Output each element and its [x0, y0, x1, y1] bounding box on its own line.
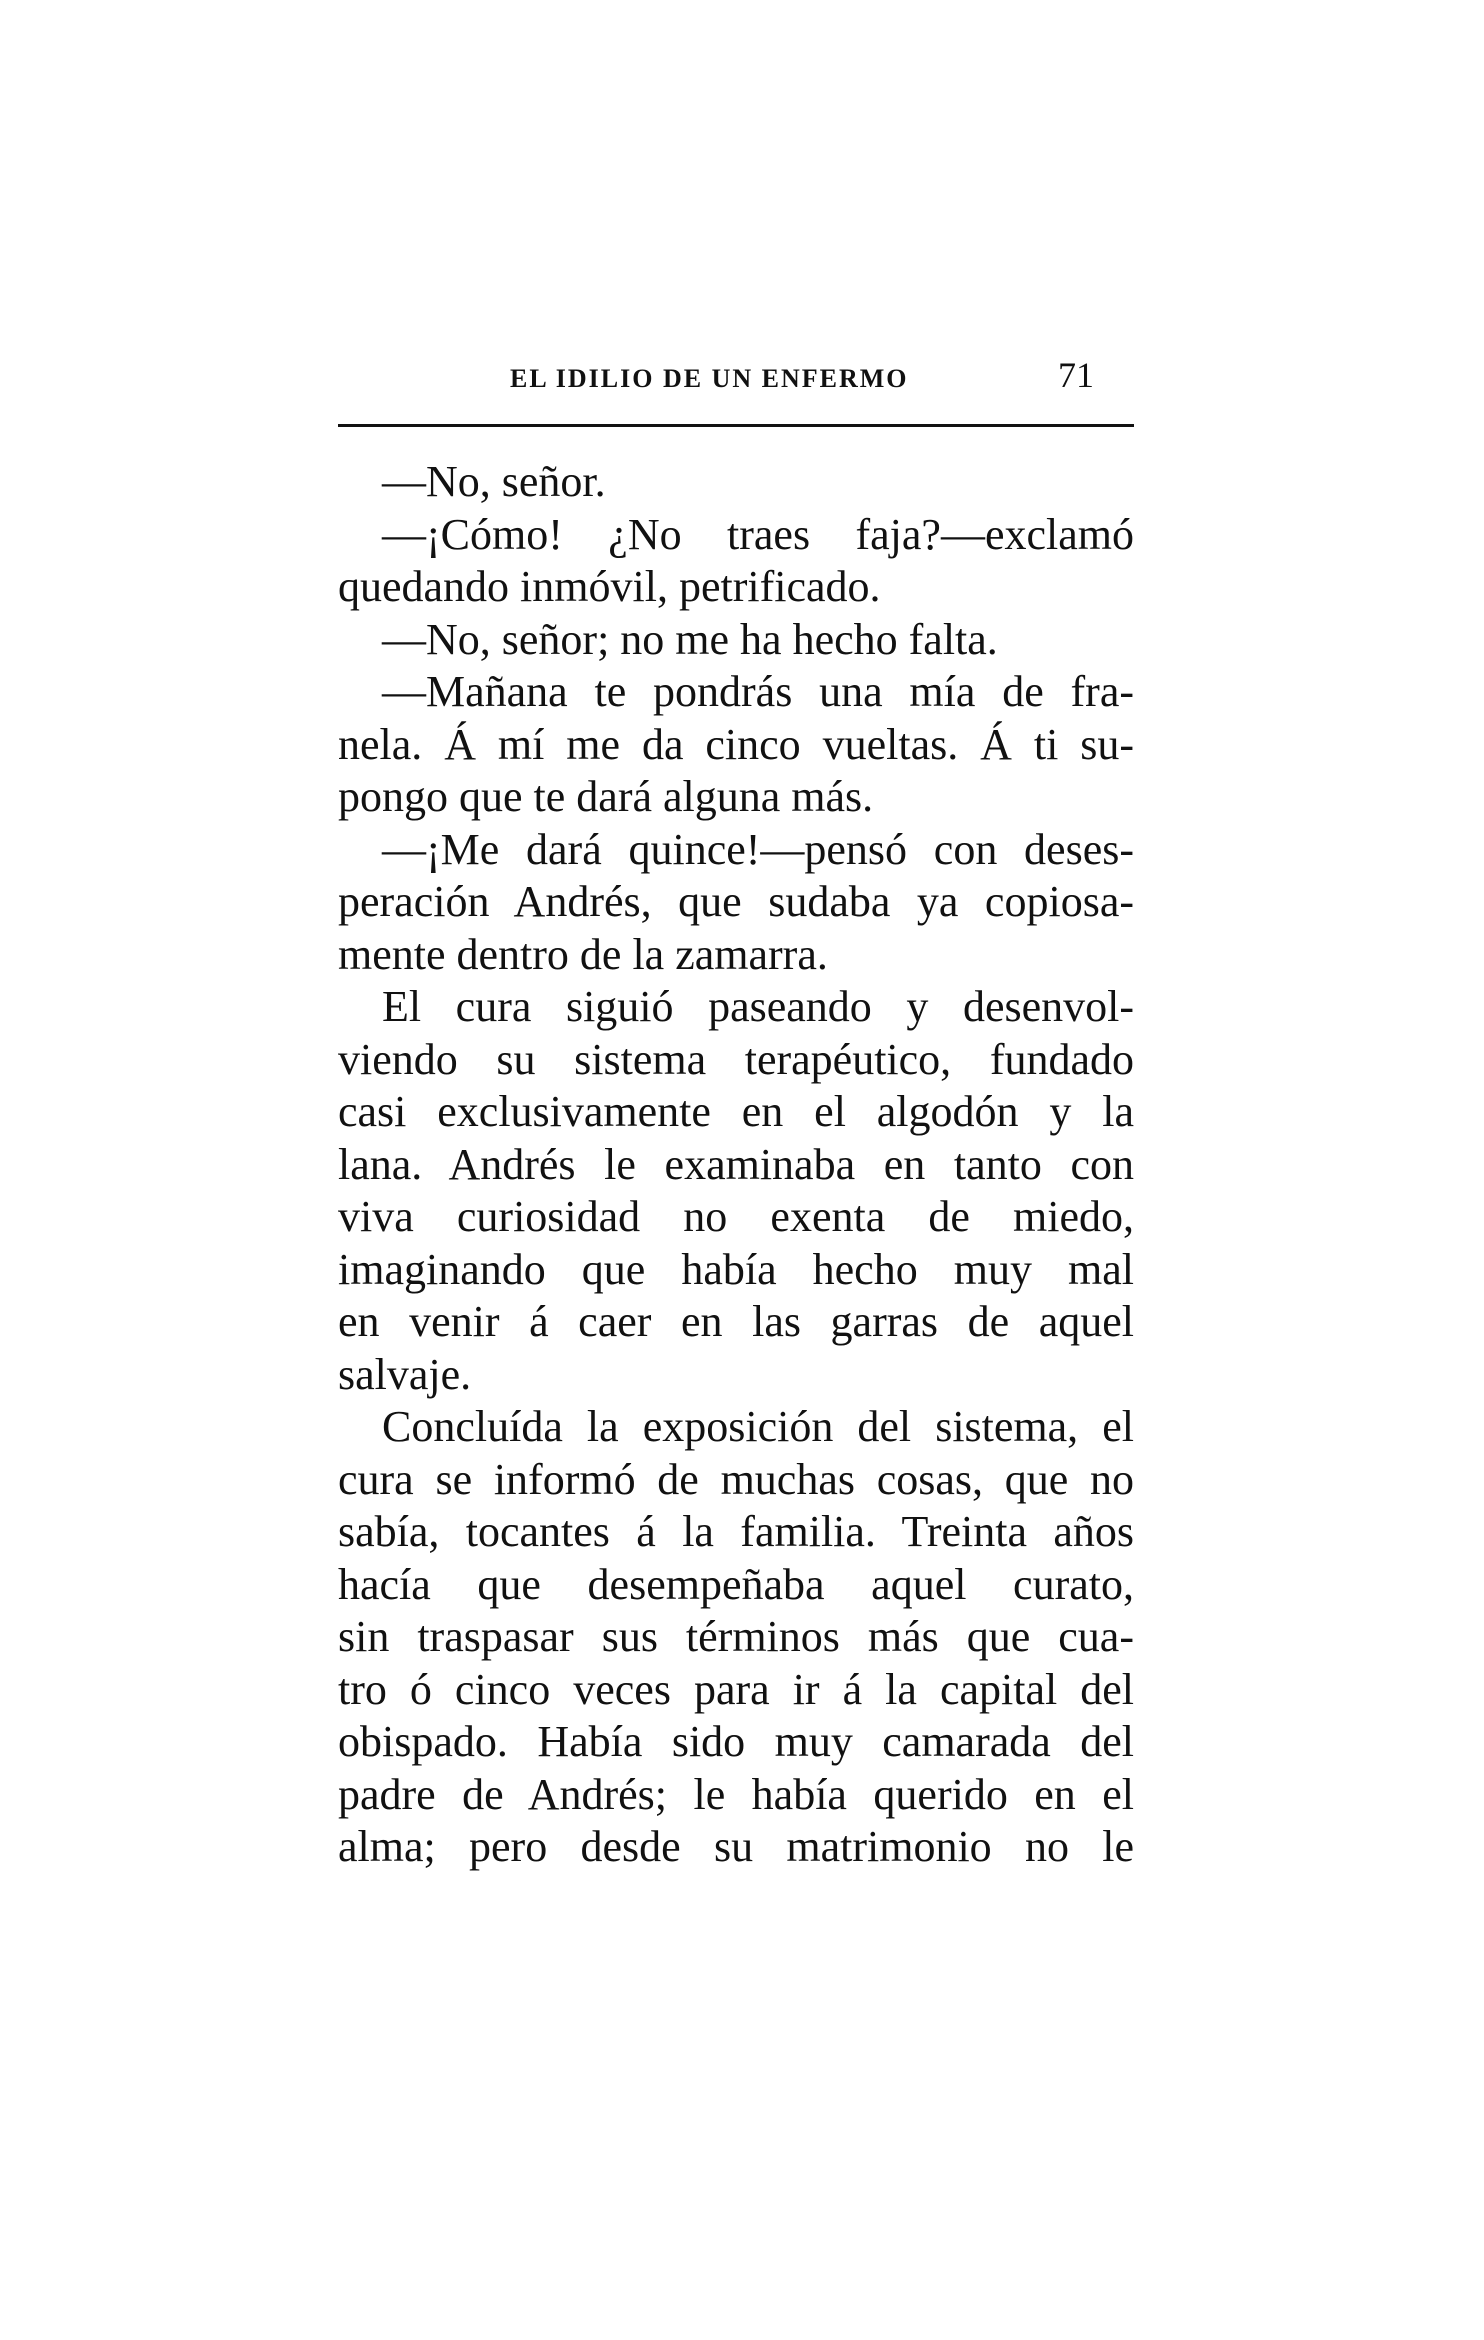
text-line: en venir á caer en las garras de aquel	[338, 1297, 1134, 1346]
text-line: El cura siguió paseando y desenvol-	[382, 982, 1134, 1031]
body-text	[338, 456, 1134, 1874]
text-line: —No, señor; no me ha hecho falta.	[382, 614, 998, 664]
header-rule	[338, 424, 1134, 427]
text-line: viva curiosidad no exenta de miedo,	[338, 1192, 1134, 1241]
text-line: Concluída la exposición del sistema, el	[382, 1402, 1134, 1451]
text-line: —¡Me dará quince!—pensó con deses-	[382, 824, 1134, 874]
text-line: mente dentro de la zamarra.	[338, 929, 828, 979]
page-number: 71	[1058, 355, 1094, 395]
running-head	[340, 352, 1130, 412]
text-line: —¡Cómo! ¿No traes faja?—exclamó	[382, 509, 1134, 559]
text-line: hacía que desempeñaba aquel curato,	[338, 1559, 1134, 1609]
text-line: casi exclusivamente en el algodón y la	[338, 1087, 1134, 1136]
text-line: —Mañana te pondrás una mía de fra-	[382, 667, 1134, 716]
running-title: EL IDILIO DE UN ENFERMO	[510, 364, 909, 393]
text-line: sin traspasar sus términos más que cua-	[338, 1612, 1134, 1661]
text-line: viendo su sistema terapéutico, fundado	[338, 1034, 1134, 1084]
text-line: obispado. Había sido muy camarada del	[338, 1717, 1134, 1766]
text-line: tro ó cinco veces para ir á la capital del	[338, 1664, 1134, 1714]
text-line: imaginando que había hecho muy mal	[338, 1244, 1134, 1294]
text-line: quedando inmóvil, petrificado.	[338, 562, 881, 611]
text-line: peración Andrés, que sudaba ya copiosa-	[338, 877, 1134, 926]
text-line: cura se informó de muchas cosas, que no	[338, 1454, 1134, 1504]
text-line: pongo que te dará alguna más.	[338, 772, 874, 821]
text-line: padre de Andrés; le había querido en el	[338, 1769, 1134, 1819]
text-line: alma; pero desde su matrimonio no le	[338, 1822, 1134, 1871]
text-line: sabía, tocantes á la familia. Treinta años	[338, 1507, 1134, 1556]
text-line: salvaje.	[338, 1349, 472, 1399]
text-line: nela. Á mí me da cinco vueltas. Á ti su-	[338, 719, 1134, 769]
text-line: lana. Andrés le examinaba en tanto con	[338, 1139, 1134, 1189]
text-line: —No, señor.	[382, 457, 606, 506]
